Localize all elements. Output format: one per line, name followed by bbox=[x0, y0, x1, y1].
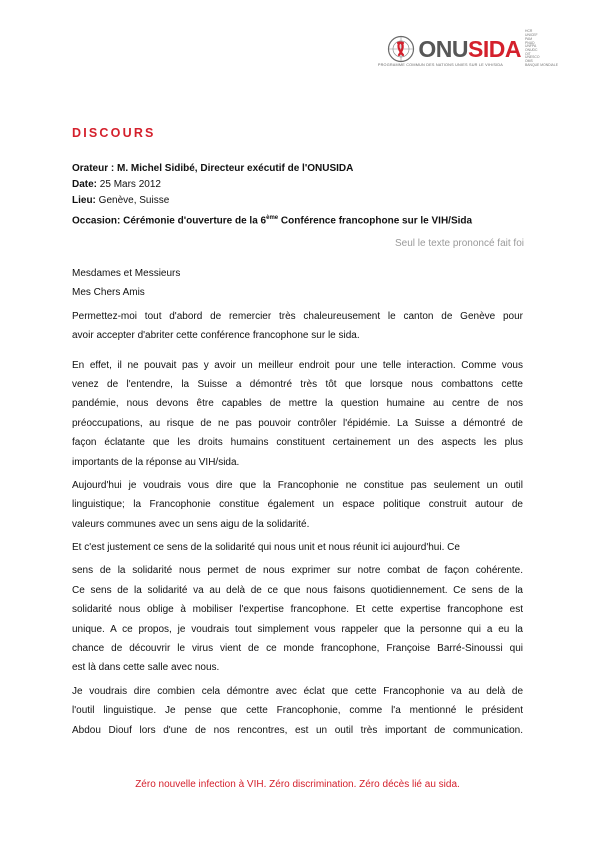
partner-item: UNFPA bbox=[525, 44, 537, 49]
meta-speaker: Orateur : M. Michel Sidibé, Directeur exécutif de l'ONUSIDA bbox=[72, 163, 354, 174]
text-line: importants de la réponse au VIH/sida. bbox=[72, 456, 240, 468]
text-line: linguistique; la Francophonie constitue également un espace politique construit autour de bbox=[72, 499, 523, 511]
text-line: Permettez-moi tout d'abord de remercier très chaleureusement le canton de Genève pour bbox=[72, 310, 523, 322]
partner-item: HCR bbox=[525, 29, 533, 34]
text-line: Et c'est justement ce sens de la solidarité qui nous unit et nous réunit ici aujourd'hui. Ce bbox=[72, 542, 460, 554]
text-line: solidarité nous oblige à mobiliser l'expertise francophone. Et cette expertise francophone est bbox=[72, 604, 523, 616]
footer-slogan: Zéro nouvelle infection à VIH. Zéro discrimination. Zéro décès lié au sida. bbox=[135, 779, 460, 790]
text-line: Mes Chers Amis bbox=[72, 287, 145, 299]
partner-item: BANQUE MONDIALE bbox=[525, 62, 558, 67]
text-line: Je voudrais dire combien cela démontre avec éclat que cette Francophonie va au delà de bbox=[72, 685, 523, 697]
meta-date: Date: 25 Mars 2012 bbox=[72, 179, 161, 191]
paragraph bbox=[72, 264, 523, 303]
partner-list bbox=[525, 29, 558, 67]
partner-item: PNUD bbox=[525, 40, 535, 45]
delivery-note: Seul le texte prononcé fait foi bbox=[395, 238, 524, 249]
partner-item: OMS bbox=[525, 59, 533, 64]
paragraph bbox=[72, 356, 523, 472]
text-line: Mesdames et Messieurs bbox=[72, 268, 181, 279]
paragraph bbox=[72, 476, 523, 534]
program-tagline: PROGRAMME COMMUN DES NATIONS UNIES SUR LE VIH/SIDA bbox=[377, 63, 503, 67]
text-line: unique. A ce propos, je voudrais tout simplement vous rappeler que la personne qui a eu la bbox=[72, 623, 523, 635]
text-line: pandémie, nous devons être capables de mettre la question humaine au centre de nos bbox=[72, 398, 523, 410]
un-emblem-icon bbox=[387, 35, 415, 63]
meta-occasion: Occasion: Cérémonie d'ouverture de la 6ème Conférence francophone sur le VIH/Sida bbox=[72, 214, 473, 226]
paragraph bbox=[72, 538, 523, 557]
text-line: Abdou Diouf lors d'une de nos rencontres, est un outil très important de communication. bbox=[72, 724, 523, 736]
text-line: est là dans cette salle avec nous. bbox=[72, 662, 220, 674]
text-line: préoccupations, au risque de ne pas pouvoir contrôler l'épidémie. La Suisse a démontré de bbox=[72, 417, 523, 429]
partner-item: OIT bbox=[525, 51, 531, 56]
text-line: avoir accepter d'abriter cette conférence francophone sur le sida. bbox=[72, 330, 360, 342]
text-line: Ce sens de la solidarité va au delà de ce que nous faisons quotidiennement. Ce sens de la bbox=[72, 584, 523, 596]
paragraph bbox=[72, 561, 523, 677]
partner-item: ONUDC bbox=[525, 48, 538, 52]
logo-wordmark: ONUSIDA bbox=[418, 36, 521, 62]
text-line: chance de découvrir le virus vient de ce monde francophone, Françoise Barré-Sinoussi qui bbox=[72, 643, 523, 655]
paragraph bbox=[72, 682, 523, 740]
paragraph bbox=[72, 307, 523, 346]
text-line: Aujourd'hui je voudrais vous dire que la Francophonie ne constitue pas seulement un outil bbox=[72, 479, 523, 491]
partner-item: PAM bbox=[525, 36, 533, 41]
partner-item: UNICEF bbox=[525, 33, 538, 38]
text-line: valeurs communes avec un sens aigu de la solidarité. bbox=[72, 518, 310, 530]
document-title: DISCOURS bbox=[72, 126, 156, 140]
speech-metadata bbox=[72, 161, 552, 229]
text-line: venez de l'entendre, la Suisse a démontré très tôt que lorsque nous combattons cette bbox=[72, 378, 523, 390]
speech-body bbox=[72, 264, 523, 740]
partner-item: UNESCO bbox=[525, 55, 540, 60]
text-line: l'outil linguistique. Je pense que cette Francophonie, comme l'a mentionné le président bbox=[72, 705, 523, 717]
meta-place: Lieu: Genève, Suisse bbox=[72, 195, 170, 207]
text-line: façon éclatante que les droits humains constituent certainement un des aspects les plus bbox=[72, 437, 523, 449]
text-line: En effet, il ne pouvait pas y avoir un meilleur endroit pour une telle interaction. Comme vous bbox=[72, 359, 523, 371]
text-line: sens de la solidarité nous permet de nous exprimer sur notre combat de façon cohérente. bbox=[72, 565, 523, 577]
